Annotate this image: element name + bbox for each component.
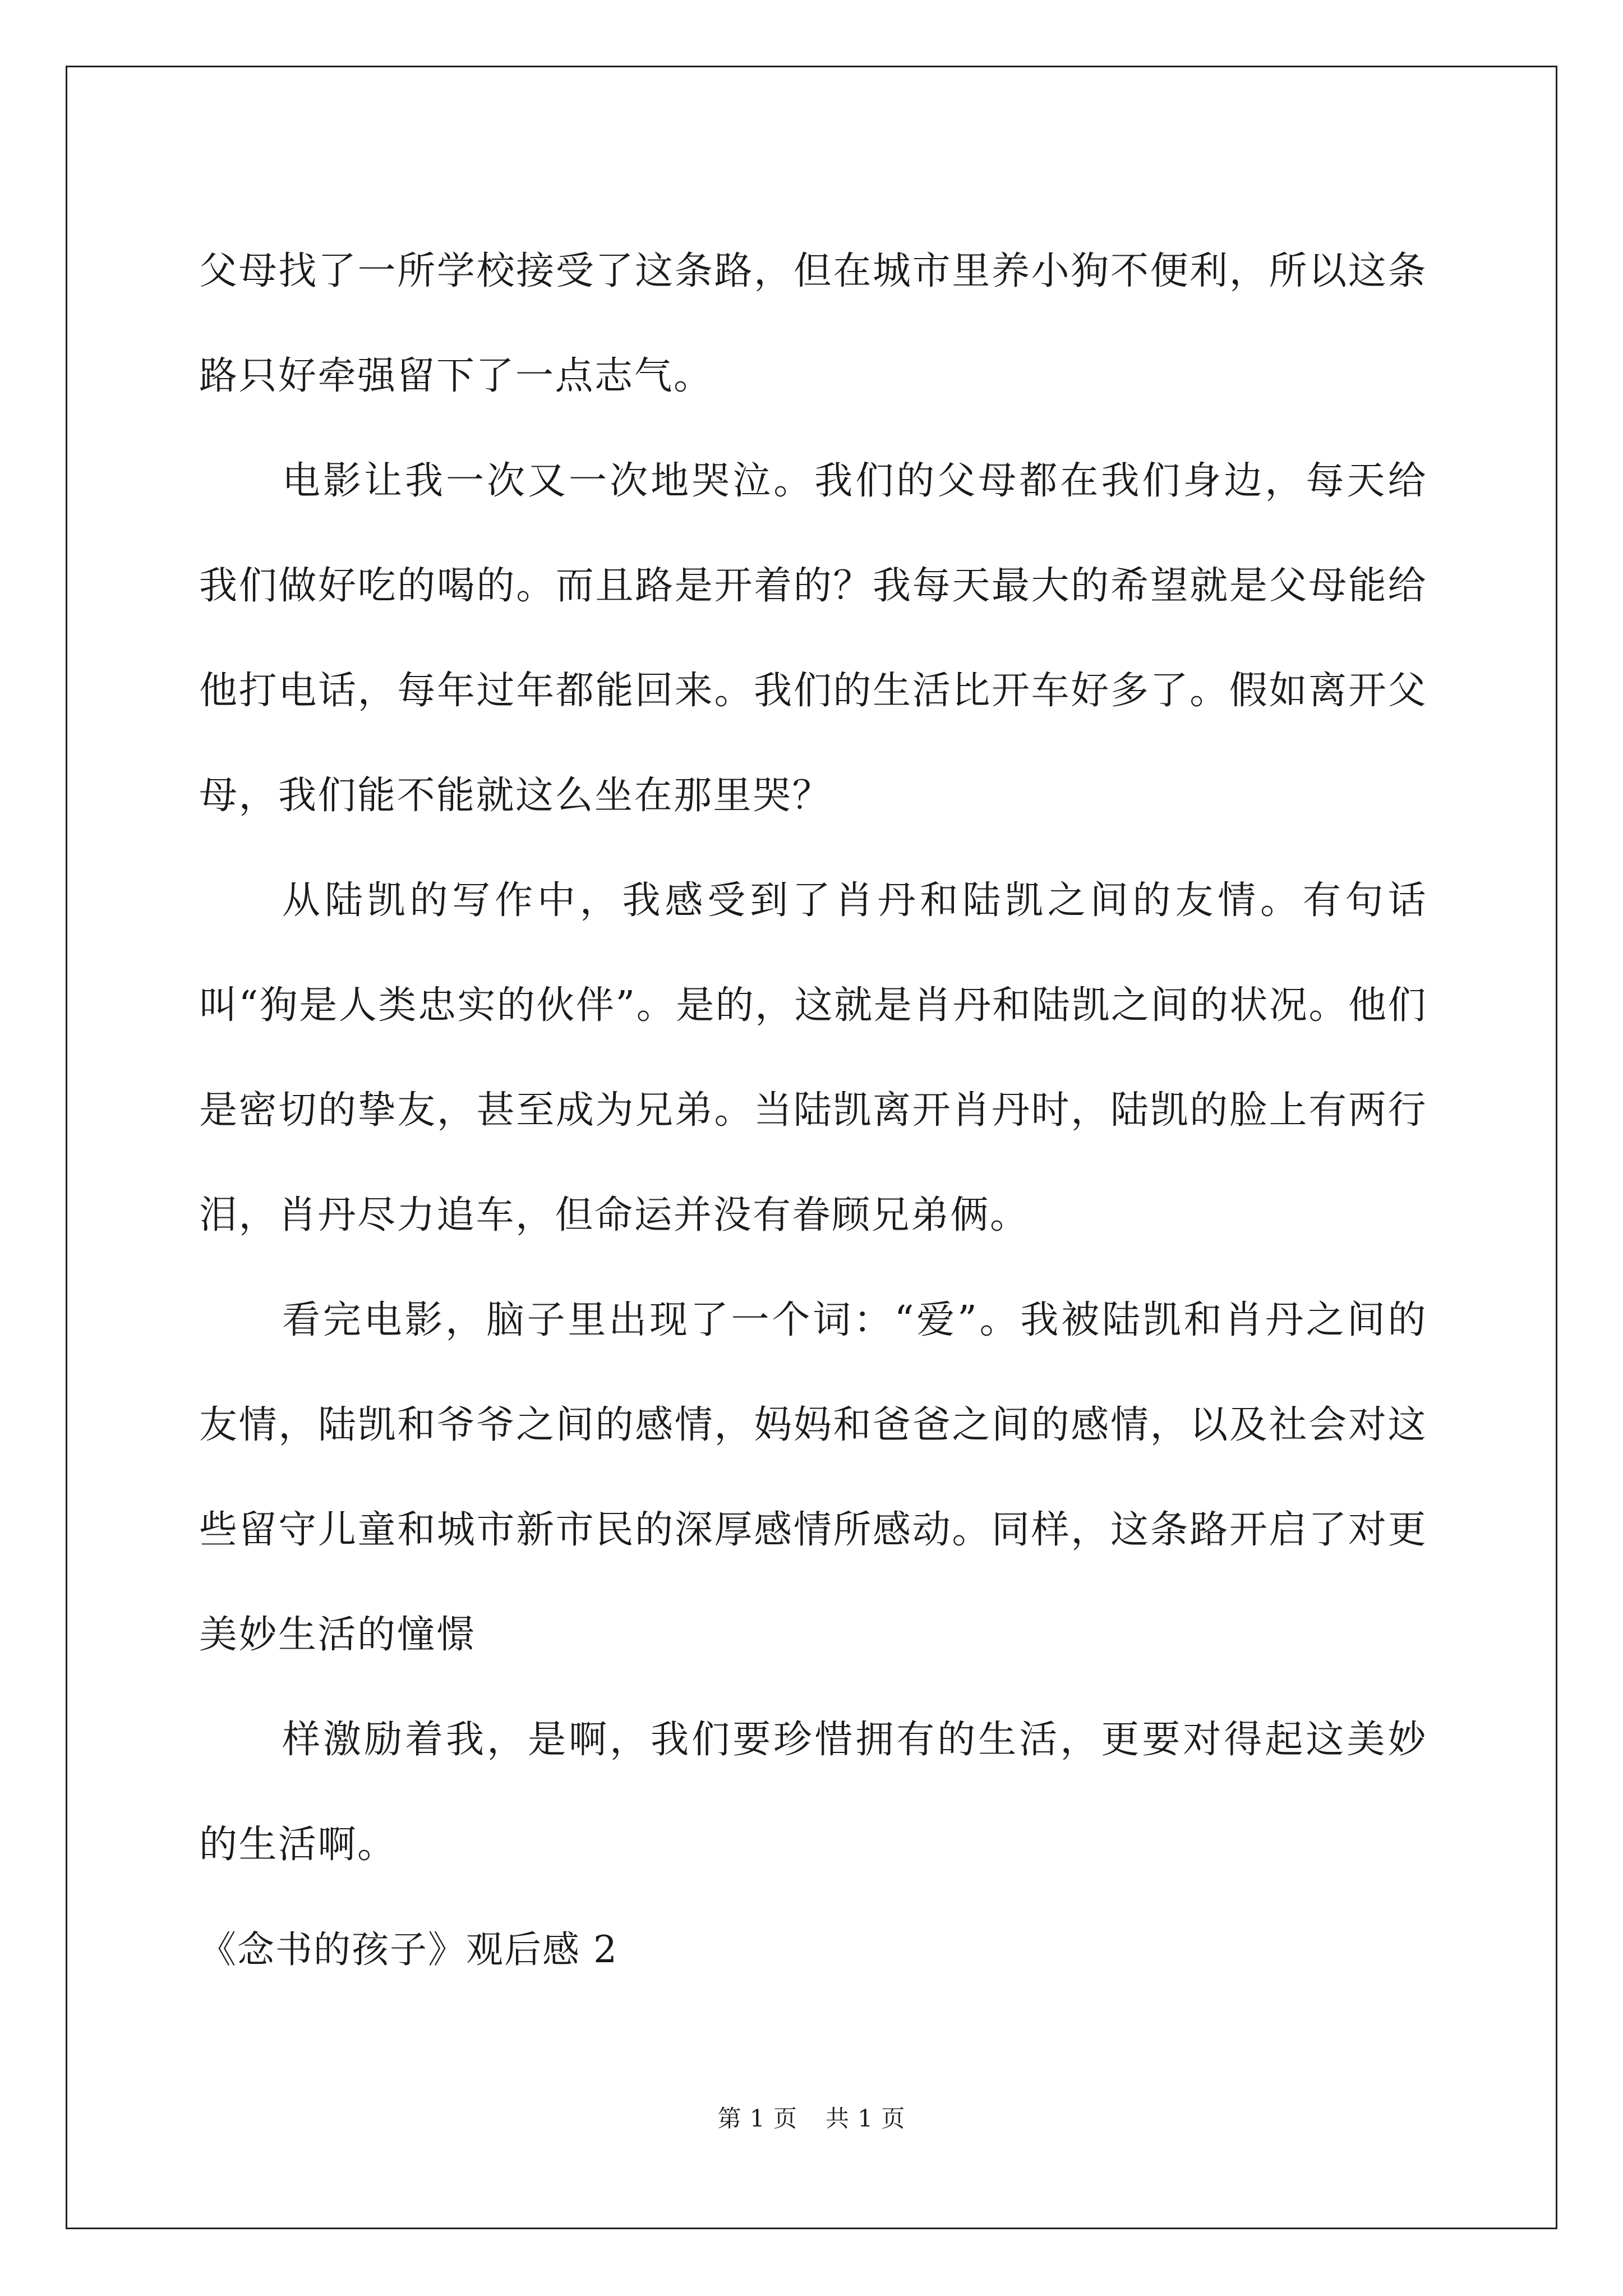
paragraph-5: 样激励着我，是啊，我们要珍惜拥有的生活，更要对得起这美妙的生活啊。 [199, 1718, 1427, 1867]
paragraph-1: 父母找了一所学校接受了这条路，但在城市里养小狗不便利，所以这条路只好牵强留下了一点志气。 [199, 249, 1427, 398]
document-body [199, 219, 1427, 2002]
page-total: 共 1 页 [826, 2105, 906, 2132]
paragraph-2: 电影让我一次又一次地哭泣。我们的父母都在我们身边，每天给我们做好吃的喝的。而且路是开着的？我每天最大的希望就是父母能给他打电话，每年过年都能回来。我们的生活比开车好多了。假如离开父母，我们能不能就这么坐在那里哭？ [199, 459, 1427, 818]
page-number: 第 1 页 [717, 2105, 797, 2132]
page-footer [0, 2102, 1623, 2136]
paragraph-4: 看完电影，脑子里出现了一个词：“爱”。我被陆凯和肖丹之间的友情，陆凯和爷爷之间的感情，妈妈和爸爸之间的感情，以及社会对这些留守儿童和城市新市民的深厚感情所感动。同样，这条路开启了对更美妙生活的憧憬 [199, 1298, 1427, 1657]
paragraph-3: 从陆凯的写作中，我感受到了肖丹和陆凯之间的友情。有句话叫“狗是人类忠实的伙伴”。是的，这就是肖丹和陆凯之间的状况。他们是密切的挚友，甚至成为兄弟。当陆凯离开肖丹时，陆凯的脸上有两行泪，肖丹尽力追车，但命运并没有眷顾兄弟俩。 [199, 878, 1427, 1237]
section-subtitle: 《念书的孩子》观后感 2 [199, 1928, 618, 1971]
